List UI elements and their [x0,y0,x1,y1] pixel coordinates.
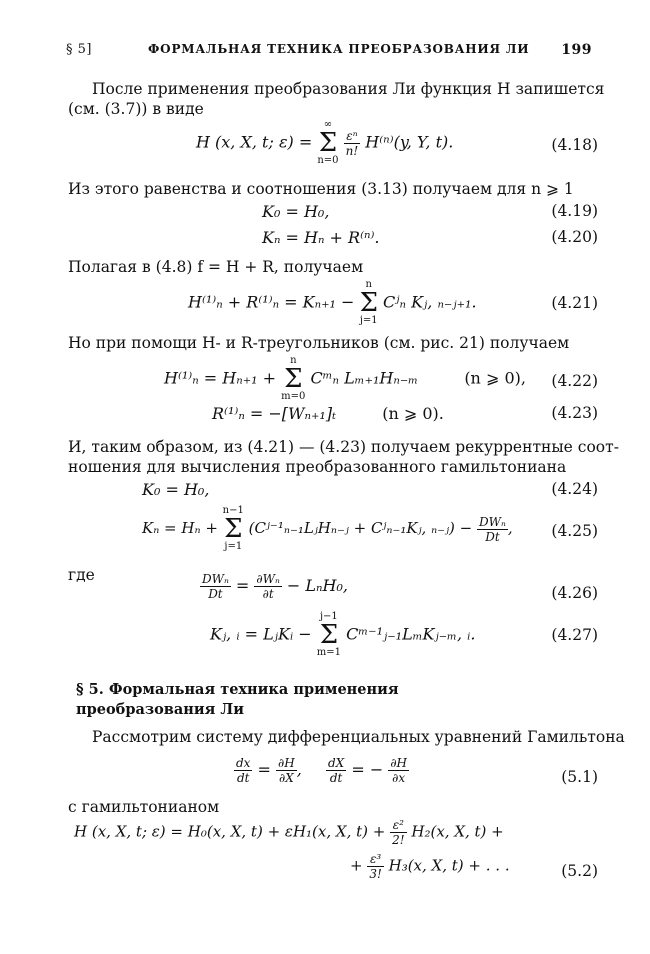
equation-4-25: Kₙ = Hₙ + n−1 Σ j=1 (Cʲ⁻¹ₙ₋₁LⱼHₙ₋ⱼ + Cʲₙ₋₁Kⱼ, ₙ₋ⱼ) − $\frac{\text{DWₙ}}{Dt}$ , [142,505,513,552]
equation-4-18: H (x, X, t; ε) = ∞ Σ n=0 $\frac{\text{εⁿ}}{n!}$ H⁽ⁿ⁾(y, Y, t). [196,119,454,166]
equation-number-4-18: (4.18) [551,136,598,154]
fraction: $\frac{\text{∂Wₙ}}{\partial t}$ [256,572,280,601]
section-heading-line-2: преобразования Ли [76,701,244,718]
section-heading-line-1: § 5. Формальная техника применения [76,681,399,698]
paragraph-2: Из этого равенства и соотношения (3.13) получаем для n ⩾ 1 [68,180,574,198]
fraction: $\frac{\partial H}{\partial x}$ [390,756,407,785]
equation-4-24: K₀ = H₀, [142,480,210,499]
fraction: $\frac{\text{DWₙ}}{Dt}$ [479,514,506,544]
fraction: $\frac{dx}{dt}$ [236,756,251,785]
paragraph-1-line-1: После применения преобразования Ли функция H запишется [92,80,605,98]
sum-symbol: j−1 Σ m=1 [316,611,341,658]
equation-4-21: H⁽¹⁾ₙ + R⁽¹⁾ₙ = Kₙ₊₁ − n Σ j=1 Cʲₙ Kⱼ, ₙ₋ⱼ₊₁. [188,279,477,326]
equation-number-4-19: (4.19) [551,202,598,220]
running-head-section: § 5] [66,42,92,57]
equation-number-4-22: (4.22) [551,372,598,390]
equation-4-26: $\frac{\text{DWₙ}}{Dt}$ = $\frac{\text{∂Wₙ}}{\partial t}$ − LₙH₀, [202,572,348,601]
equation-number-5-1: (5.1) [561,768,598,786]
equation-number-4-21: (4.21) [551,294,598,312]
paragraph-8: с гамильтонианом [68,798,220,816]
fraction: $\frac{\partial H}{\partial X}$ [278,756,295,785]
equation-5-1: $\frac{dx}{dt}$ = $\frac{\partial H}{\partial X}$ , $\frac{dX}{dt}$ = − $\frac{\partial H}{\partial x}$ [236,756,407,785]
equation-5-2-line-1: H (x, X, t; ε) = H₀(x, X, t) + εH₁(x, X, t) + $\frac{\text{ε²}}{2!}$ H₂(x, X, t) + [74,818,504,847]
fraction: $\frac{\text{εⁿ}}{n!}$ [345,128,359,158]
equation-number-4-25: (4.25) [551,522,598,540]
paragraph-7: Рассмотрим систему дифференциальных уравнений Гамильтона [92,728,625,746]
fraction: $\frac{dX}{dt}$ [328,756,345,785]
sum-symbol: n−1 Σ j=1 [222,505,244,552]
equation-4-20: Kₙ = Hₙ + R⁽ⁿ⁾. [262,228,380,247]
equation-4-27: Kⱼ, ᵢ = LⱼKᵢ − j−1 Σ m=1 Cᵐ⁻¹ⱼ₋₁LₘKⱼ₋ₘ, ᵢ. [210,611,476,658]
equation-number-4-20: (4.20) [551,228,598,246]
fraction: $\frac{\text{DWₙ}}{Dt}$ [202,572,229,601]
sum-symbol: n Σ j=1 [359,279,378,326]
paragraph-1-line-2: (см. (3.7)) в виде [68,100,204,118]
equation-number-4-27: (4.27) [551,626,598,644]
sum-symbol: ∞ Σ n=0 [317,119,339,166]
fraction: $\frac{\text{ε³}}{3!}$ [369,852,382,881]
fraction: $\frac{\text{ε²}}{2!}$ [392,818,405,847]
paragraph-4: Но при помощи H- и R-треугольников (см. рис. 21) получаем [68,334,570,352]
equation-number-4-24: (4.24) [551,480,598,498]
paragraph-3: Полагая в (4.8) f = H + R, получаем [68,258,364,276]
paragraph-5-line-2: ношения для вычисления преобразованного гамильтониана [68,458,567,476]
equation-4-23: R⁽¹⁾ₙ = −[Wₙ₊₁]ₜ (n ⩾ 0). [212,404,444,423]
equation-4-22: H⁽¹⁾ₙ = Hₙ₊₁ + n Σ m=0 Cᵐₙ Lₘ₊₁Hₙ₋ₘ (n ⩾ 0), [164,355,526,402]
equation-number-5-2: (5.2) [561,862,598,880]
sum-symbol: n Σ m=0 [281,355,306,402]
paragraph-5-line-1: И, таким образом, из (4.21) — (4.23) получаем рекуррентные соот- [68,438,619,456]
equation-5-2-line-2: + $\frac{\text{ε³}}{3!}$ H₃(x, X, t) + . . . [350,852,510,881]
paragraph-6: где [68,566,95,584]
equation-number-4-26: (4.26) [551,584,598,602]
page-number: 199 [561,42,592,58]
equation-4-19: K₀ = H₀, [262,202,330,221]
equation-number-4-23: (4.23) [551,404,598,422]
running-head-title: ФОРМАЛЬНАЯ ТЕХНИКА ПРЕОБРАЗОВАНИЯ ЛИ [148,42,530,56]
